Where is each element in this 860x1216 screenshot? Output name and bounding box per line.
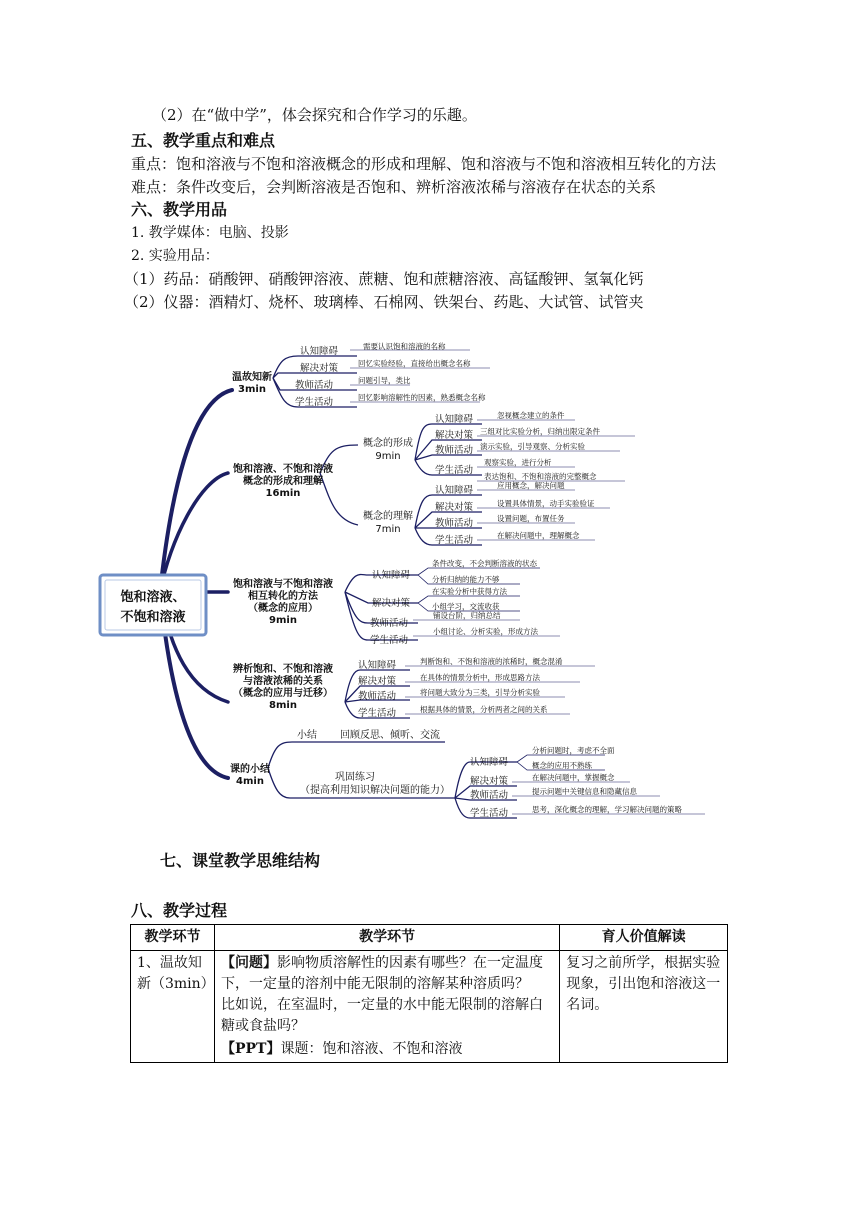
content-cell [214, 951, 559, 1063]
node-detail: 回忆实验经验，直接给出概念名称 [358, 359, 471, 368]
branch3-time: 9min [269, 615, 297, 626]
node-label: 认知障碍 [435, 414, 474, 425]
node-detail: 忽视概念建立的条件 [497, 411, 565, 420]
node-detail: 需要认识饱和溶液的名称 [363, 342, 446, 351]
sub-branch-label: 概念的形成 [363, 438, 413, 449]
node-detail: 问题引导，类比 [358, 376, 411, 385]
question-block [221, 953, 553, 995]
node-label: 教师活动 [435, 445, 474, 456]
branch5-title: 课的小结 [230, 764, 270, 775]
node-detail: 铺设台阶，归纳总结 [433, 611, 501, 620]
column-header: 育人价值解读 [560, 925, 728, 951]
supplies-item: 2. 实验用品： [131, 248, 219, 264]
branch2-title: 概念的形成和理解 [243, 476, 323, 487]
table-header-row [131, 925, 728, 951]
node-label: 认知障碍 [358, 660, 397, 671]
node-detail: 小组学习，交流收获 [432, 602, 500, 611]
node-detail: 小组讨论、分析实验，形成方法 [433, 627, 538, 636]
key-point: 重点：饱和溶液与不饱和溶液概念的形成和理解、饱和溶液与不饱和溶液相互转化的方法 [131, 155, 717, 173]
branch5-time: 4min [236, 776, 264, 787]
sub-branch-label: 概念的理解 [363, 511, 413, 522]
node-detail: 分析归纳的能力不够 [432, 575, 500, 584]
summary-detail: 回顾反思、倾听、交流 [340, 730, 440, 741]
node-label: 教师活动 [358, 691, 397, 702]
branch2-time: 16min [265, 488, 301, 499]
value-cell: 复习之前所学，根据实验现象，引出饱和溶液这一名词。 [560, 951, 728, 1063]
node-detail: 提示问题中关键信息和隐藏信息 [532, 787, 637, 796]
sub-branch-time: 9min [375, 451, 401, 462]
node-detail: 根据具体的情景，分析两者之间的关系 [420, 705, 548, 714]
summary-label: 小结 [297, 730, 317, 741]
node-label: 解决对策 [435, 430, 474, 441]
branch3-title: 相互转化的方法 [248, 591, 318, 602]
branch3-title: 饱和溶液与不饱和溶液 [233, 579, 333, 590]
node-detail: 条件改变，不会判断溶液的状态 [432, 559, 537, 568]
node-detail: 三组对比实验分析，归纳出限定条件 [480, 427, 600, 436]
node-detail: 将问题大致分为三类，引导分析实验 [420, 688, 540, 697]
supplies-item: （2）仪器：酒精灯、烧杯、玻璃棒、石棉网、铁架台、药匙、大试管、试管夹 [124, 293, 644, 311]
ppt-block [221, 1039, 553, 1060]
node-label: 解决对策 [372, 598, 411, 609]
branch4-title: （概念的应用与迁移） [233, 688, 333, 699]
example-text: 比如说，在室温时，一定量的水中能无限制的溶解白糖或食盐吗？ [220, 997, 543, 1034]
branch2-title: 饱和溶液、不饱和溶液 [233, 464, 333, 475]
ppt-text: 课题：饱和溶液、不饱和溶液 [280, 1041, 463, 1057]
node-label: 解决对策 [470, 776, 509, 787]
branch4-title: 与溶液浓稀的关系 [243, 676, 323, 687]
branch4-time: 8min [269, 700, 297, 711]
node-label: 认知障碍 [470, 757, 509, 768]
sub-branch-time: 7min [375, 524, 401, 535]
process-table [130, 924, 728, 1063]
question-text: 影响物质溶解性的因素有哪些？在一定温度下，一定量的溶剂中能无限制的溶解某种溶质吗？ [220, 955, 543, 992]
supplies-item: 1. 教学媒体：电脑、投影 [131, 225, 289, 241]
node-detail: 分析问题时，考虑不全面 [532, 746, 615, 755]
node-detail: 应用概念，解决问题 [497, 481, 565, 490]
node-label: 学生活动 [358, 708, 397, 719]
node-detail: 在解决问题中，掌握概念 [532, 773, 615, 782]
node-detail: 概念的应用不熟练 [532, 761, 592, 770]
column-header: 教学环节 [214, 925, 559, 951]
node-label: 教师活动 [470, 790, 509, 801]
node-detail: 判断饱和、不饱和溶液的浓稀时，概念混淆 [420, 657, 563, 666]
supplies-item: （1）药品：硝酸钾、硝酸钾溶液、蔗糖、饱和蔗糖溶液、高锰酸钾、氢氧化钙 [124, 270, 644, 288]
node-label: 学生活动 [435, 465, 474, 476]
branch1-time: 3min [238, 384, 266, 395]
node-label: 学生活动 [295, 397, 334, 408]
node-detail: 观察实验，进行分析 [484, 458, 552, 467]
mind-map [0, 330, 860, 820]
branch4-title: 辨析饱和、不饱和溶液 [233, 664, 333, 675]
node-detail: 思考，深化概念的理解，学习解决问题的策略 [532, 805, 682, 814]
node-detail: 在实验分析中获得方法 [432, 587, 507, 596]
branch3-title: （概念的应用） [248, 603, 318, 614]
mindmap-center: 饱和溶液、 [120, 590, 186, 605]
objective-line: （2）在“做中学”，体会探究和合作学习的乐趣。 [152, 106, 477, 124]
question-tag: 【问题】 [220, 955, 277, 971]
node-detail: 在具体的情景分析中，形成思路方法 [420, 673, 540, 682]
node-label: 认知障碍 [300, 346, 339, 357]
node-label: 学生活动 [370, 635, 409, 646]
section5-heading: 五、教学重点和难点 [131, 131, 276, 150]
node-detail: 设置问题，布置任务 [497, 514, 565, 523]
practice-label: 巩固练习 [335, 772, 375, 783]
practice-detail: （提高利用知识解决问题的能力） [300, 785, 450, 796]
section6-heading: 六、教学用品 [131, 200, 228, 219]
node-detail: 在解决问题中，理解概念 [497, 531, 580, 540]
difficult-point: 难点：条件改变后，会判断溶液是否饱和、辨析溶液浓稀与溶液存在状态的关系 [131, 178, 657, 196]
node-label: 解决对策 [358, 676, 397, 687]
node-label: 学生活动 [435, 535, 474, 546]
node-label: 解决对策 [435, 502, 474, 513]
node-detail: 表达饱和、不饱和溶液的完整概念 [484, 472, 597, 481]
node-label: 认知障碍 [372, 570, 411, 581]
section8-heading: 八、教学过程 [131, 901, 228, 920]
ppt-tag: 【PPT】 [220, 1041, 281, 1057]
node-label: 解决对策 [300, 363, 339, 374]
node-detail: 演示实验，引导观察、分析实验 [480, 442, 585, 451]
node-label: 教师活动 [435, 518, 474, 529]
table-row [131, 951, 728, 1063]
stage-cell: 1、温故知新（3min） [131, 951, 215, 1063]
branch1-title: 温故知新 [232, 372, 272, 383]
mindmap-center: 不饱和溶液 [120, 610, 186, 625]
section7-heading: 七、课堂教学思维结构 [160, 851, 321, 870]
node-detail: 设置具体情景，动手实验验证 [497, 499, 595, 508]
node-label: 学生活动 [470, 808, 509, 819]
node-label: 教师活动 [295, 380, 334, 391]
column-header: 教学环节 [131, 925, 215, 951]
node-label: 教师活动 [370, 618, 409, 629]
node-detail: 回忆影响溶解性的因素，熟悉概念名称 [358, 393, 486, 402]
node-label: 认知障碍 [435, 485, 474, 496]
